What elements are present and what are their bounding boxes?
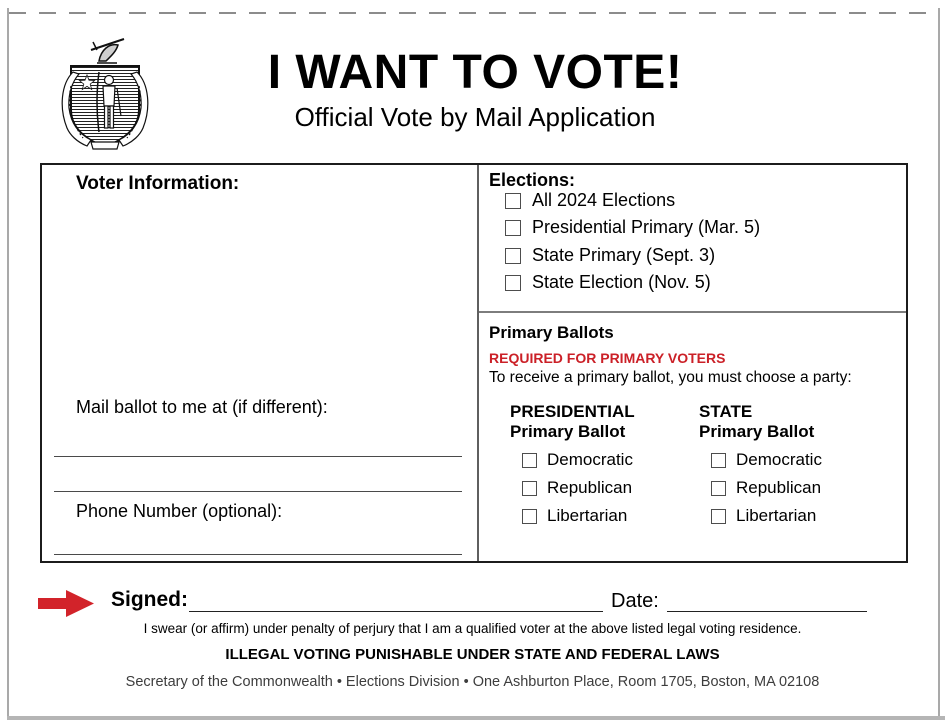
phone-number-label: Phone Number (optional): — [76, 501, 283, 521]
page-edge-bottom — [7, 716, 945, 720]
page-edge-left — [7, 8, 9, 716]
voter-information-section — [42, 165, 477, 561]
mail-ballot-address-line-1[interactable] — [54, 456, 462, 457]
election-option-row — [505, 245, 715, 266]
election-option-label: All 2024 Elections — [532, 190, 676, 210]
phone-number-line[interactable] — [54, 554, 462, 555]
page-subtitle: Official Vote by Mail Application — [294, 102, 656, 133]
page-edge-right — [938, 8, 940, 716]
primary-ballots-instruction: To receive a primary ballot, you must choose a party: — [489, 369, 852, 386]
checkbox-state-election[interactable] — [505, 275, 521, 291]
checkbox-state-primary[interactable] — [505, 248, 521, 264]
election-option-label: State Election (Nov. 5) — [532, 272, 711, 292]
checkbox-all-2024-elections[interactable] — [505, 193, 521, 209]
date-line[interactable] — [667, 611, 867, 612]
election-option-label: Presidential Primary (Mar. 5) — [532, 217, 761, 237]
party-option-row — [711, 478, 884, 498]
form-header — [168, 48, 782, 133]
checkbox-state-democratic[interactable] — [711, 453, 726, 468]
signed-label: Signed: — [111, 588, 188, 611]
primary-ballots-required-note: REQUIRED FOR PRIMARY VOTERS — [489, 350, 726, 366]
elections-and-primaries-section — [477, 165, 906, 561]
election-option-row — [505, 272, 711, 293]
checkbox-presidential-libertarian[interactable] — [522, 509, 537, 524]
perjury-oath-text: I swear (or affirm) under penalty of perjury that I am a qualified voter at the above listed legal voting residence. — [143, 621, 802, 636]
massachusetts-seal-icon — [57, 36, 153, 150]
party-option-label: Republican — [736, 478, 822, 497]
elections-heading: Elections: — [489, 170, 576, 190]
primary-ballots-heading: Primary Ballots — [489, 323, 614, 342]
party-option-row — [522, 478, 695, 498]
column-title-line1: PRESIDENTIAL — [510, 402, 635, 421]
party-option-row — [711, 450, 884, 470]
illegal-voting-warning: ILLEGAL VOTING PUNISHABLE UNDER STATE AND FEDERAL LAWS — [225, 646, 720, 663]
party-option-row — [522, 506, 695, 526]
election-option-row — [505, 190, 675, 211]
voter-information-heading: Voter Information: — [76, 173, 240, 194]
election-option-label: State Primary (Sept. 3) — [532, 245, 716, 265]
column-title-line2: Primary Ballot — [699, 422, 815, 441]
party-option-label: Republican — [547, 478, 633, 497]
column-title-line2: Primary Ballot — [510, 422, 626, 441]
state-primary-column — [699, 402, 884, 526]
checkbox-state-libertarian[interactable] — [711, 509, 726, 524]
party-option-label: Libertarian — [736, 506, 817, 525]
election-option-row — [505, 217, 760, 238]
mail-ballot-address-line-2[interactable] — [54, 491, 462, 492]
checkbox-state-republican[interactable] — [711, 481, 726, 496]
secretary-footer-text: Secretary of the Commonwealth • Elections Division • One Ashburton Place, Room 1705, Boston, MA 02108 — [125, 674, 820, 690]
party-option-row — [522, 450, 695, 470]
section-divider — [479, 311, 906, 313]
sign-here-arrow-icon — [38, 589, 95, 618]
party-option-label: Democratic — [736, 450, 822, 469]
party-option-label: Libertarian — [547, 506, 628, 525]
checkbox-presidential-democratic[interactable] — [522, 453, 537, 468]
state-column-title — [699, 402, 884, 442]
party-option-row — [711, 506, 884, 526]
date-label: Date: — [611, 590, 659, 612]
checkbox-presidential-primary[interactable] — [505, 220, 521, 236]
page-title: I WANT TO VOTE! — [267, 46, 683, 99]
presidential-primary-column — [510, 402, 695, 526]
party-option-label: Democratic — [547, 450, 633, 469]
column-title-line1: STATE — [699, 402, 753, 421]
cut-dashed-line — [9, 12, 938, 14]
checkbox-presidential-republican[interactable] — [522, 481, 537, 496]
signature-line[interactable] — [189, 611, 603, 612]
mail-ballot-label: Mail ballot to me at (if different): — [76, 397, 328, 417]
presidential-column-title — [510, 402, 695, 442]
form-main-box — [40, 163, 908, 563]
